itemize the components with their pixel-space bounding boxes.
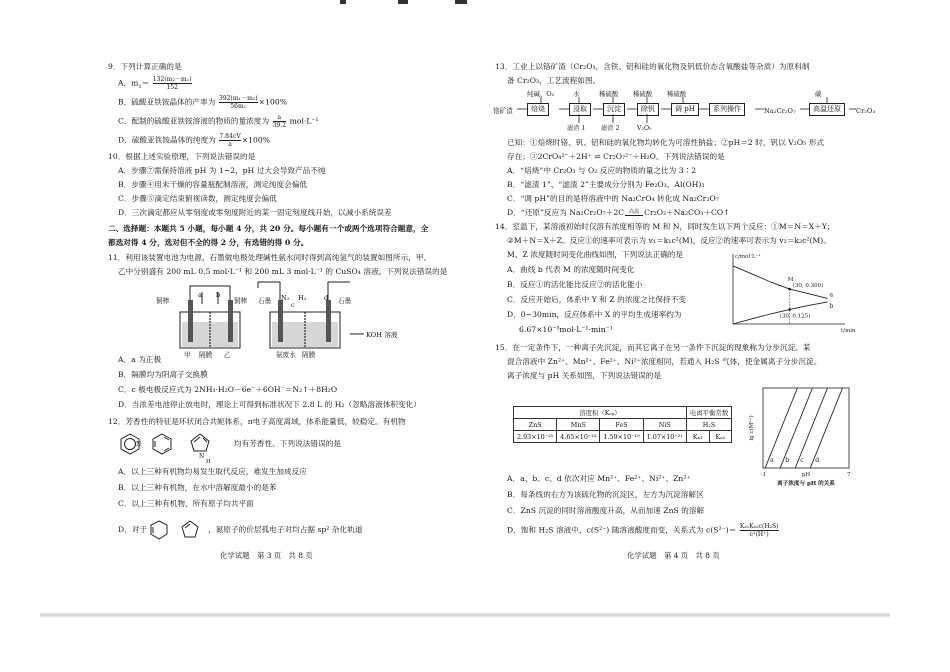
table-cell: NiS <box>643 419 686 431</box>
series-label-b: b <box>785 457 790 464</box>
series-line-b <box>780 388 812 468</box>
section-2-line-2: 都选对得 4 分，选对但不全的得 2 分，有选错的得 0 分。 <box>108 238 309 247</box>
table-cell: 1.59×10⁻¹⁹ <box>600 431 643 443</box>
series-line-a <box>765 388 797 468</box>
flow-end-product: Cr₂O₃ <box>856 107 876 115</box>
q12-option-b: B．以上三种有机物，在水中溶解度最小的是苯 <box>118 483 277 492</box>
flow-step-series-ops: 系列操作 <box>709 103 745 116</box>
flow-reagent-acid-1: 稀硫酸 <box>599 90 619 98</box>
x-axis-label: t/min <box>841 328 856 334</box>
flow-step-remove-v: 除钒 <box>637 103 659 116</box>
flow-reagent-acid-2: 稀硫酸 <box>633 90 653 98</box>
q11-option-d: D．当浓差电池停止放电时，理论上可得到标准状况下 2.8 L 的 H₂（忽略溶液体积变化） <box>118 400 421 409</box>
q10-option-b: B．步骤④用未干燥的容量瓶配制溶液，测定纯度会偏低 <box>118 180 308 189</box>
q14-option-d: D．0~30min，反应体系中 X 的平均生成速率约为 <box>507 310 682 319</box>
x-tick-label-max: 7 <box>847 472 851 478</box>
flow-reagent-soda-o2: 纯碱、O₂ <box>527 90 555 98</box>
series-label-a: a <box>829 291 834 299</box>
q14-option-c: C．反应开始后，体系中 Y 和 Z 的浓度之比保持不变 <box>507 295 686 304</box>
flow-step-adjust-ph: 调 pH <box>671 103 699 116</box>
fig-label-yi: 乙 <box>224 351 231 359</box>
q9-option-c: C．配制的硫酸亚铁铵溶液的物质的量浓度为 $\frac{a}{39.2}$ mol·L⁻¹ <box>118 114 319 129</box>
fig-label-koh: KOH 溶液 <box>366 331 398 339</box>
q9-option-d: D．硫酸亚铁铵晶体的纯度为 $\frac{7.84cV}{a}$ ×100% <box>118 133 271 148</box>
flow-reagent-acid-3: 稀硫酸 <box>667 90 687 98</box>
q14-option-b: B．反应①的活化能比反应②的活化能小 <box>507 280 643 289</box>
table-cell: Kₐ₂ <box>709 431 732 443</box>
scan-shadow <box>40 612 890 618</box>
page-4-footer: 化学试题 第 4 页 共 8 页 <box>627 551 720 560</box>
table-header-ksp: 溶度积（Kₛₚ） <box>514 407 687 419</box>
q11-option-c: C．c 极电极反应式为 2NH₃·H₂O－6e⁻＋6OH⁻＝N₂↑＋8H₂O <box>118 385 338 394</box>
annotation-a-point: (30, 0.300) <box>792 283 824 290</box>
chart-title: 离子浓度与 pH 的关系 <box>777 481 835 487</box>
flow-output-v2o5: V₂O₅ <box>637 125 652 132</box>
q15-option-b: B．每条线的右方为该硫化物的沉淀区，左方为沉淀溶解区 <box>507 490 704 499</box>
series-label-c: c <box>800 457 804 464</box>
annotation-b-point: (30, 0.125) <box>779 313 811 320</box>
q10-option-a: A．步骤⑦需保持溶液 pH 为 1~2，pH 过大会导致产品不纯 <box>118 166 326 175</box>
table-cell: 4.65×10⁻¹⁴ <box>557 431 600 443</box>
fig-label-graphite-1: 石墨 <box>258 297 272 305</box>
section-2-line-1: 二、选择题：本题共 5 小题，每小题 4 分，共 20 分。每小题有一个或两个选项符合题意，全 <box>108 224 429 233</box>
q14-line-2: ②M＋N＝X＋Z。反应①的速率可表示为 v₁＝k₁c²(M)，反应②的速率可表示为 v₂＝k₂c²(M)。 <box>507 236 831 245</box>
series-label-a: a <box>770 457 774 464</box>
q11-option-a: A．a 为正极 <box>118 355 162 364</box>
q12-option-a: A．以上三种有机物均易发生取代反应，难发生加成反应 <box>118 467 307 476</box>
mol-label-n-pyrrole: N <box>199 453 205 460</box>
mol-label-n-pyridine: N <box>136 441 142 448</box>
table-header-ka: 电离平衡常数 <box>686 407 731 419</box>
q9-option-a: A．$m_1=$ $\frac{\text{132(m₂－m₁)}}{152}$ <box>118 76 192 91</box>
series-line-d <box>810 388 842 468</box>
q10-stem: 10．根据上述实验原理，下列说法错误的是 <box>108 152 256 161</box>
table-cell: 2.93×10⁻²⁵ <box>514 431 557 443</box>
flow-arrows <box>487 95 867 135</box>
series-label-b: b <box>829 302 834 310</box>
q13-known-1: 已知：①焙烧时铬、钒、铝和硅的氧化物均转化为可溶性钠盐；②pH＝2 时，钒以 V₂O₅ 形式 <box>507 138 825 147</box>
fig-label-c: c <box>291 301 295 309</box>
pyridine-pyrrole-figure <box>150 520 206 540</box>
q12-option-d: D．对于 ，氮原子的价层孤电子对均占据 sp² 杂化轨道 <box>118 520 362 540</box>
left-page <box>98 50 470 590</box>
q9-stem: 9．下列计算正确的是 <box>108 62 182 71</box>
q15-option-d: D．饱和 H₂S 溶液中，c(S²⁻) 随溶液酸度而变，关系式为 c(S²⁻)＝ $\frac{\text{Kₐ₁Kₐ₂c(H₂S)}}{\text{c²(H⁺)}}$ <box>507 523 779 538</box>
fig-label-copper-rod-2: 铜棒 <box>234 297 248 305</box>
q15-line-1: 15．在一定条件下，一种离子先沉淀，而其它离子在另一条件下沉淀的现象称为分步沉淀。某 <box>495 343 811 352</box>
flow-output-residue-1: 滤渣 1 <box>567 125 586 132</box>
right-page <box>487 50 876 590</box>
fig-label-jia: 甲 <box>184 351 191 359</box>
series-line-c <box>795 388 827 468</box>
table-cell: Kₐ₁ <box>686 431 709 443</box>
q10-option-d: D．三次滴定都应从零刻度或零刻度附近的某一固定刻度线开始，以减小系统误差 <box>118 208 392 217</box>
q14-line-3: M、Z 浓度随时间变化曲线如图，下列说法正确的是 <box>507 250 684 259</box>
table-cell: MnS <box>557 419 600 431</box>
table-row <box>514 419 732 431</box>
fig-label-n2: N₂ <box>281 294 290 302</box>
plot-frame <box>763 388 849 468</box>
y-axis-label: c/mol·L⁻¹ <box>735 254 761 260</box>
fig-label-graphite-2: 石墨 <box>338 297 352 305</box>
fig-label-h2: H₂ <box>298 294 307 302</box>
q12-line-1: 12．芳香性的特征是环状闭合共轭体系，π电子高度离域，体系能量低，较稳定。有机物 <box>108 417 406 426</box>
x-axis-label: pH <box>801 472 811 478</box>
q15-line-3: 离子浓度与 pH 关系如图，下列说法错误的是 <box>507 371 662 380</box>
q13-line-2: 备 Cr₂O₃，工艺流程如图。 <box>507 76 601 85</box>
q12-line-2: 均有芳香性。下列说法错误的是 <box>234 439 342 448</box>
flow-step-reduce: 高温还原 <box>809 103 845 116</box>
y-axis-label: lg c(Mⁿ⁺) <box>749 415 755 441</box>
q11-line-2: 乙中分别盛有 200 mL 0.5 mol·L⁻¹ 和 200 mL 3 mol·L⁻¹ 的 CuSO₄ 溶液。下列说法错误的是 <box>118 267 448 276</box>
q10-option-c: C．步骤⑤滴定结束俯视读数，测定纯度会偏低 <box>118 194 277 203</box>
table-cell: ZnS <box>514 419 557 431</box>
flow-start: 铬矿渣 <box>493 107 513 115</box>
q13-option-a: A．“焙烧”中 Cr₂O₃ 与 O₂ 反应的物质的量之比为 3∶2 <box>507 166 697 175</box>
series-label-d: d <box>815 457 820 464</box>
flow-step-leach: 浸取 <box>569 103 591 116</box>
flow-step-precipitate: 沉淀 <box>603 103 625 116</box>
table-cell: 1.07×10⁻²¹ <box>643 431 686 443</box>
mol-label-h-pyrrole: H <box>206 459 211 465</box>
page-3-footer: 化学试题 第 3 页 共 8 页 <box>220 551 313 560</box>
q14-line-1: 14．室温下，某溶液初始时仅溶有浓度相等的 M 和 N，同时发生以下两个反应：①M＝N＝X＋Y； <box>495 222 835 231</box>
q11-option-b: B．隔膜均为阴离子交换膜 <box>118 370 208 379</box>
fig-label-a: a <box>198 291 202 299</box>
fig-label-membrane-1: 隔膜 <box>199 351 213 359</box>
concentration-time-chart <box>715 250 860 340</box>
q15-option-a: A．a、b、c、d 依次对应 Mn²⁺、Fe²⁺、Ni²⁺、Zn²⁺ <box>507 474 691 483</box>
flow-reagent-water: 水 <box>573 90 580 98</box>
flow-mid-product: Na₂Cr₂O₇ <box>764 107 796 115</box>
q15-option-c: C．ZnS 沉淀的同时溶液酸度升高，从而加速 ZnS 的溶解 <box>507 506 705 515</box>
q13-option-d: D．“还原”反应为 Na₂Cr₂O₇＋2C 高温 Cr₂O₃＋Na₂CO₃＋CO↑ <box>507 208 730 217</box>
q13-option-b: B．“滤渣 1”、“滤渣 2”主要成分分别为 Fe₂O₃、Al(OH)₃ <box>507 180 705 189</box>
fig-label-ammonia-waste: 氨废水 <box>276 351 296 359</box>
annotation-m: M <box>787 277 794 284</box>
flow-output-residue-2: 滤渣 2 <box>601 125 620 132</box>
fig-label-b: b <box>216 291 221 299</box>
x-tick-label-min: -1 <box>761 472 767 478</box>
fig-label-membrane-2: 隔膜 <box>302 351 316 359</box>
flow-step-roast: 焙烧 <box>527 103 549 116</box>
q11-line-1: 11．利用该装置电池为电源，石墨做电极处理碱性氨水同时得到高纯氢气的装置如图所示，甲、 <box>108 253 432 262</box>
table-row <box>514 407 732 419</box>
q12-option-c: C．以上三种有机物，所有原子均共平面 <box>118 499 254 508</box>
q13-line-1: 13．工业上以铬矿渣（Cr₂O₃，含铁、铝和硅的氧化物及钒低价态含氧酸盐等杂质）为原料制 <box>495 62 810 71</box>
q13-option-c: C．“调 pH”的目的是将溶液中的 Na₂CrO₄ 转化成 Na₂Cr₂O₇ <box>507 194 719 203</box>
table-cell: FeS <box>600 419 643 431</box>
q14-option-d-value: 6.67×10⁻³mol·L⁻¹·min⁻¹ <box>519 325 613 334</box>
table-cell: H₂S <box>686 419 731 431</box>
ksp-table <box>513 406 732 443</box>
q13-known-2: 存在；③2CrO₄²⁻＋2H⁺ ⇌ Cr₂O₇²⁻＋H₂O。下列说法错误的是 <box>507 152 725 161</box>
table-row <box>514 431 732 443</box>
q14-option-a: A．曲线 b 代表 M 的浓度随时间变化 <box>507 265 635 274</box>
fig-label-copper-rod-1: 铜棒 <box>156 297 170 305</box>
q9-option-b: B．硫酸亚铁铵晶体的产率为 $\frac{\text{392(m₁－m₂)}}{\text{56m₁}}$ ×100% <box>118 95 287 110</box>
flow-reagent-carbon: 碳 <box>815 90 822 98</box>
fig-label-d: d <box>324 294 329 302</box>
ion-concentration-ph-chart <box>749 384 859 490</box>
q15-line-2: 混合溶液中 Zn²⁺、Mn²⁺、Fe²⁺、Ni²⁺浓度相同，若通入 H₂S 气体，使金属离子分步沉淀。 <box>507 357 822 366</box>
